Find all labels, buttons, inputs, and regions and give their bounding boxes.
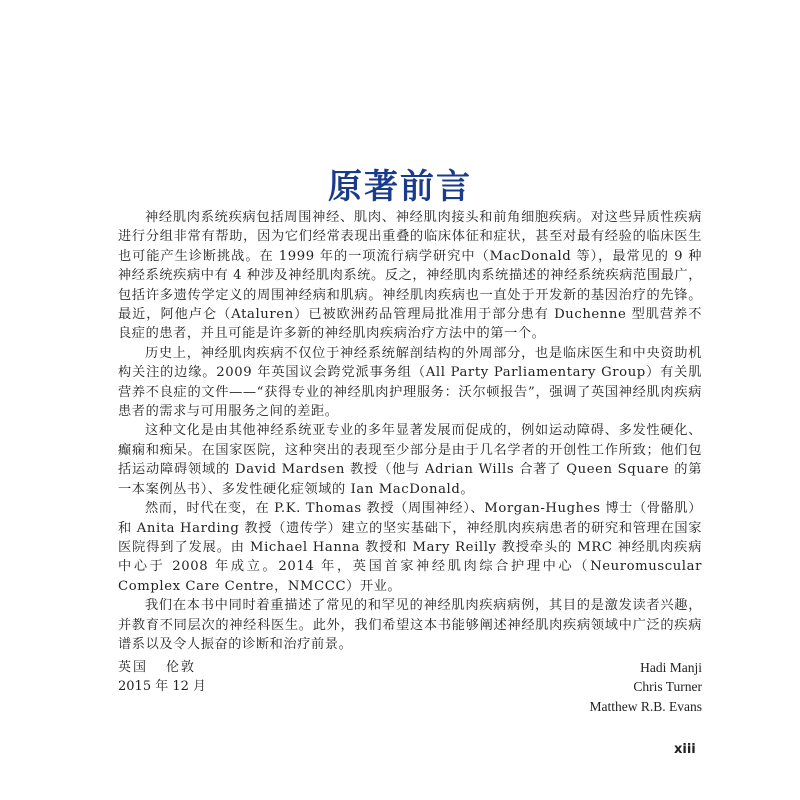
page-number: xiii: [674, 742, 696, 757]
paragraph-2: 历史上，神经肌肉疾病不仅位于神经系统解剖结构的外周部分，也是临床医生和中央资助机构关注的边缘。2009 年英国议会跨党派事务组（All Party Parliamentary Group）有关肌营养不良症的文件——“获得专业的神经肌肉护理服务：沃尔顿报告”，强调了英国神经肌肉疾病患者的需求与可用服务之间的差距。: [118, 345, 702, 420]
author-name: Matthew R.B. Evans: [589, 698, 702, 714]
signature-place: [118, 658, 206, 677]
page-title: 原著前言: [328, 166, 472, 207]
paragraph-5: 我们在本书中同时着重描述了常见的和罕见的神经肌肉疾病病例，其目的是激发读者兴趣，并教育不同层次的神经科医生。此外，我们希望这本书能够阐述神经肌肉疾病领域中广泛的疾病谱系以及令人振奋的诊断和治疗前景。: [118, 598, 702, 652]
author-name: Chris Turner: [633, 679, 702, 695]
preface-body: [118, 208, 702, 654]
author-name: Hadi Manji: [640, 660, 702, 675]
paragraph-1: 神经肌肉系统疾病包括周围神经、肌肉、神经肌肉接头和前角细胞疾病。对这些异质性疾病进行分组非常有帮助，因为它们经常表现出重叠的临床体征和症状，甚至对最有经验的临床医生也可能产生诊断挑战。在 1999 年的一项流行病学研究中（MacDonald 等），最常见的 9 种神经系统疾病中有 4 种涉及神经肌肉系统。反之，神经肌肉系统描述的神经系统疾病范围最广，包括许多遗传学定义的周围神经病和肌病。神经肌肉疾病也一直处于开发新的基因治疗的先锋。最近，阿他卢仑（Ataluren）已被欧洲药品管理局批准用于部分患有 Duchenne 型肌营养不良症的患者，并且可能是许多新的神经肌肉疾病治疗方法中的第一个。: [118, 210, 702, 342]
paragraph-4: 然而，时代在变，在 P.K. Thomas 教授（周围神经）、Morgan-Hughes 博士（骨骼肌）和 Anita Harding 教授（遗传学）建立的坚实基础下，神经肌肉疾病患者的研究和管理在国家医院得到了发展。由 Michael Hanna 教授和 Mary Reilly 教授牵头的 MRC 神经肌肉疾病中心于 2008 年成立。2014 年，英国首家神经肌肉综合护理中心（Neuromuscular Complex Care Centre，NMCCC）开业。: [118, 501, 702, 594]
signature-authors: [590, 658, 703, 716]
paragraph-3: 这种文化是由其他神经系统亚专业的多年显著发展而促成的，例如运动障碍、多发性硬化、癫痫和痴呆。在国家医院，这种突出的表现至少部分是由于几名学者的开创性工作所致；他们包括运动障碍领域的 David Mardsen 教授（他与 Adrian Wills 合著了 Queen Square 的第一本案例丛书）、多发性硬化症领域的 Ian MacDonald。: [118, 423, 702, 497]
signature-country: 英国: [118, 660, 149, 675]
signature-location-date: [118, 658, 206, 697]
signature-date: 2015 年 12 月: [118, 679, 207, 695]
signature-city: 伦敦: [166, 660, 197, 675]
